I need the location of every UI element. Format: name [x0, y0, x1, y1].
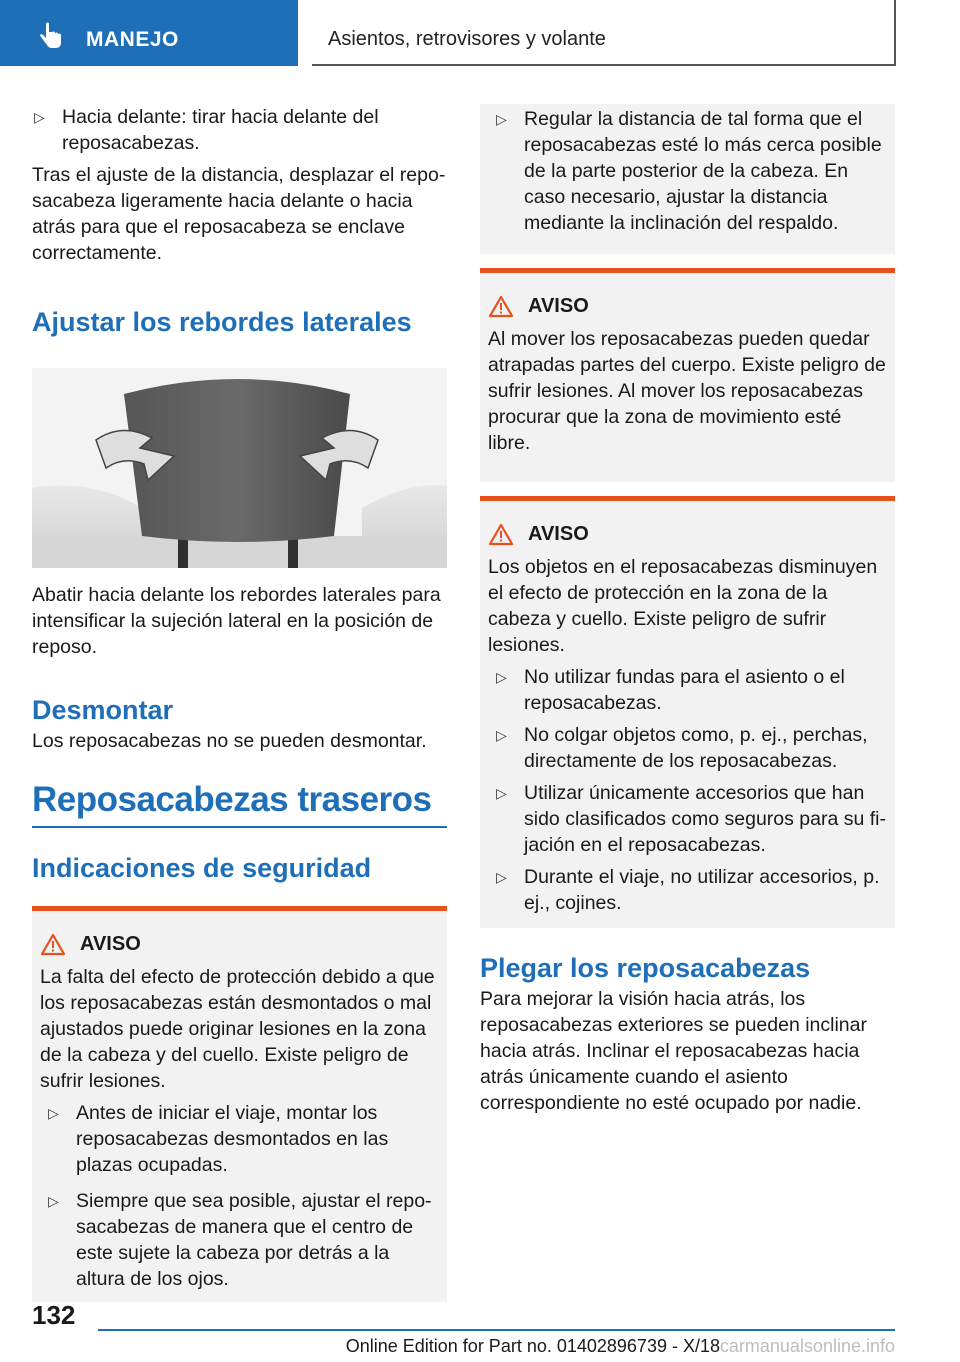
hand-pointer-icon [36, 22, 64, 50]
page-number: 132 [32, 1300, 76, 1330]
list-item-text: Regular la distancia de tal forma que el reposacabezas esté lo más cerca posible de la parte posterior de la cabeza. En caso necesario, ajustar la distancia mediante la inclinación del respaldo. [524, 108, 882, 234]
headrest-illustration [32, 368, 447, 568]
section-heading: Plegar los reposacabezas [480, 953, 811, 983]
list-item-text: No colgar objetos como, p. ej., perchas, directamente de los reposacabezas. [524, 724, 868, 772]
notice-text: Los objetos en el reposacabezas disminuyen el efecto de protección en la zona de la cabeza y cuello. Existe peligro de sufrir lesiones. [488, 556, 878, 656]
list-item-text: Hacia delante: tirar hacia delante del reposacabezas. [62, 106, 379, 154]
list-item-text: No utilizar fundas para el asiento o el reposacabezas. [524, 666, 845, 714]
notice-text: La falta del efecto de protección debido a que los reposacabezas están desmontados o mal ajustados puede originar lesiones en la zona de la cabeza y del cuello. Existe peligro de sufrir lesiones. [40, 966, 435, 1092]
list-item [494, 664, 887, 716]
edition-text: Online Edition for Part no. 01402896739 - X/18 [345, 1336, 720, 1356]
chapter-title: Asientos, retrovisores y volante [328, 28, 606, 50]
paragraph: Para mejorar la visión hacia atrás, los reposacabezas exteriores se pueden inclinar hacia atrás. Inclinar el reposacabezas hacia atrás únicamente cuando el asiento correspondiente no esté ocupado por nadie. [480, 988, 867, 1114]
list-item-text: Siempre que sea posible, ajustar el reposacabezas de manera que el centro de este sujete la cabeza por detrás a la altura de los ojos. [76, 1190, 432, 1290]
paragraph: Tras el ajuste de la distancia, desplazar el reposacabeza ligeramente hacia delante o hacia atrás para que el reposacabeza se enclave correctamente. [32, 164, 446, 264]
warning-triangle-icon [488, 523, 514, 546]
bullet-triangle-icon: ▷ [34, 109, 45, 125]
warning-triangle-icon [40, 933, 66, 956]
list-item [494, 722, 887, 774]
warning-notice [480, 268, 895, 482]
list-item [46, 1100, 439, 1178]
chapter-tab [312, 0, 896, 66]
paragraph: Abatir hacia delante los rebordes laterales para intensificar la sujeción lateral en la posición de reposo. [32, 584, 441, 658]
list-item [32, 104, 447, 156]
chapter-heading: Reposacabezas traseros [32, 780, 432, 819]
notice-header [32, 911, 447, 964]
list-item-text: Antes de iniciar el viaje, montar los reposacabezas desmontados en las plazas ocupadas. [76, 1102, 389, 1176]
bullet-triangle-icon: ▷ [496, 727, 507, 743]
warning-notice [480, 496, 895, 928]
chapter-heading-block [32, 780, 447, 828]
notice-label: AVISO [528, 295, 589, 317]
bullet-triangle-icon: ▷ [496, 669, 507, 685]
section-title: MANEJO [86, 28, 179, 51]
list-item [494, 106, 885, 236]
section-heading: Ajustar los rebordes laterales [32, 307, 412, 337]
left-column [32, 104, 447, 1302]
notice-label: AVISO [528, 523, 589, 545]
notice-header [480, 501, 895, 554]
notice-text: Al mover los reposacabezas pueden quedar atrapadas partes del cuerpo. Existe peligro de sufrir lesiones. Al mover los reposacabezas procurar que la zona de movimiento esté libre. [488, 328, 886, 454]
warning-triangle-icon [488, 295, 514, 318]
footer [98, 1329, 895, 1356]
list-item-text: Utilizar únicamente accesorios que han sido clasificados como seguros para su fijación en el reposacabezas. [524, 782, 887, 856]
right-column [480, 104, 895, 1116]
section-heading: Indicaciones de seguridad [32, 853, 372, 883]
bullet-triangle-icon: ▷ [496, 111, 507, 127]
notice-label: AVISO [80, 933, 141, 955]
section-heading: Desmontar [32, 695, 174, 725]
watermark-text: carmanualsonline.info [719, 1336, 895, 1356]
warning-notice [32, 906, 447, 1302]
list-item [494, 864, 887, 916]
section-tab [0, 0, 298, 66]
list-item-text: Durante el viaje, no utilizar accesorios, p. ej., cojines. [524, 866, 880, 914]
notice-header [480, 273, 895, 326]
bullet-triangle-icon: ▷ [496, 785, 507, 801]
instruction-box [480, 104, 895, 254]
list-item [46, 1188, 439, 1292]
bullet-triangle-icon: ▷ [48, 1105, 59, 1121]
bullet-triangle-icon: ▷ [48, 1193, 59, 1209]
bullet-triangle-icon: ▷ [496, 869, 507, 885]
list-item [494, 780, 887, 858]
paragraph: Los reposacabezas no se pueden desmontar. [32, 730, 427, 752]
